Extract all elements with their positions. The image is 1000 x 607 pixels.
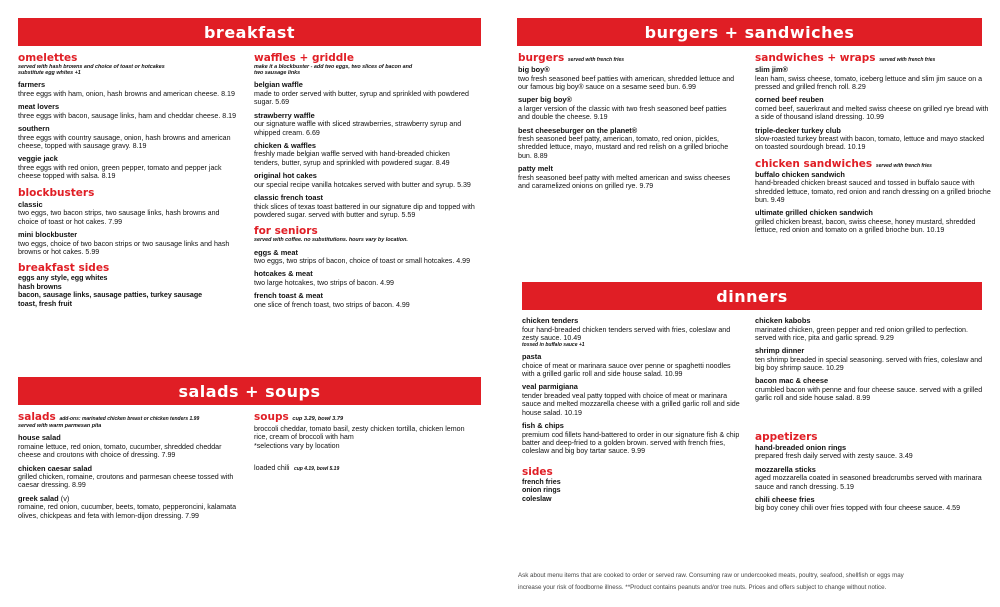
menu-item-desc: hand-breaded chicken breast sauced and tossed in buffalo sauce with shredded lettuce, tomato, red onion and ranch dressing on a grilled brioche bun. 9.49: [755, 179, 991, 205]
side-line: eggs any style, egg whites: [18, 274, 108, 283]
omelettes-title: omelettes: [18, 52, 78, 64]
salads-addon-note: add-ons: marinated chicken breast or chicken tenders 1.99: [59, 416, 200, 422]
burgers-sandwiches-banner: burgers + sandwiches: [517, 18, 982, 46]
menu-item-name: veggie jack: [18, 154, 58, 164]
soups-vary-note: *selections vary by location: [254, 441, 340, 450]
menu-item-desc: fresh seasoned beef patty with melted american and swiss cheeses and caramelized onions on grilled rye. 9.79: [518, 173, 731, 190]
breakfast-col-1: [18, 52, 240, 308]
burgers-title: [518, 52, 740, 64]
menu-item-name: hand-breaded onion rings: [755, 442, 847, 452]
menu-item-desc: romaine, red onion, cucumber, beets, tomato, pepperoncini, kalamata olives, chickpeas and feta with lemon-dijon dressing. 7.99: [18, 503, 237, 520]
menu-item-desc: three eggs with red onion, green pepper, tomato and pepper jack cheese topped with salsa. 8.19: [18, 163, 222, 181]
menu-item-name: patty melt: [518, 164, 553, 174]
seniors-note: served with coffee. no substitutions. hours vary by location.: [254, 237, 408, 244]
menu-item-desc: big boy coney chili over fries topped with four cheese sauce. 4.59: [755, 504, 961, 513]
menu-item-name: ultimate grilled chicken sandwich: [755, 208, 873, 218]
menu-item-desc: grilled chicken, romaine, croutons and parmesan cheese tossed with caesar dressing. 8.99: [18, 473, 234, 490]
waffles-title: waffles + griddle: [254, 52, 355, 64]
menu-item-name: best cheeseburger on the planet®: [518, 125, 638, 135]
menu-item-desc: three eggs with country sausage, onion, hash browns and american cheese, topped with sausage gravy. 8.19: [18, 133, 231, 151]
menu-item-name: veal parmigiana: [522, 382, 578, 392]
menu-item-name-text: greek salad: [18, 493, 59, 503]
disclaimer-line-2: increase your risk of foodborne illness. **Product contains peanuts and/or tree nuts. Prices and offers subject to change without notice.: [518, 583, 887, 591]
menu-item-desc: freshly made belgian waffle served with hand-breaded chicken tenders, butter, syrup and sprinkled with powdered sugar. 8.49: [254, 150, 450, 167]
menu-item-name: big boy®: [518, 65, 550, 75]
side-line: hash browns: [18, 282, 62, 291]
menu-item-desc: made to order served with butter, syrup and sprinkled with powdered sugar. 5.69: [254, 89, 469, 107]
seniors-title: for seniors: [254, 225, 318, 238]
salads-title-text: salads: [18, 411, 56, 423]
menu-item-name: classic french toast: [254, 193, 324, 203]
menu-item-desc: two eggs, two strips of bacon, choice of toast or small hotcakes. 4.99: [254, 257, 471, 266]
salads-col: [18, 411, 240, 520]
menu-item-name: shrimp dinner: [755, 346, 805, 356]
menu-item-name: eggs & meat: [254, 247, 298, 257]
menu-item-desc: two large hotcakes, two strips of bacon. 4.99: [254, 278, 394, 287]
menu-item-desc: a larger version of the classic with two fresh seasoned beef patties and double the cheese. 9.19: [518, 104, 727, 122]
menu-item-desc: choice of meat or marinara sauce over penne or spaghetti noodles with a grilled garlic roll and side house salad. 10.99: [522, 361, 731, 379]
menu-item-name: chili cheese fries: [755, 494, 815, 504]
disclaimer-line-1: Ask about menu items that are cooked to order or served raw. Consuming raw or undercooked meats, poultry, seafood, shellfish or eggs may: [518, 572, 904, 579]
menu-item-note: tossed in buffalo sauce +1: [522, 342, 585, 349]
burgers-col: [518, 52, 740, 190]
side-line: french fries: [522, 477, 561, 486]
menu-item-name: chicken caesar salad: [18, 463, 92, 473]
burgers-title-text: burgers: [518, 52, 565, 64]
omelettes-note: served with hash browns and choice of toast or hotcakes: [18, 64, 165, 71]
waffles-note: make it a blockbuster - add two eggs, two slices of bacon and: [254, 64, 413, 71]
menu-item-name: pasta: [522, 352, 542, 362]
menu-item-name: meat lovers: [18, 102, 60, 112]
menu-item-desc: four hand-breaded chicken tenders served with fries, coleslaw and zesty sauce. 10.49: [522, 325, 731, 342]
menu-item-desc: three eggs with ham, onion, hash browns and american cheese. 8.19: [18, 89, 235, 98]
menu-item-desc: our signature waffle with sliced strawberries, strawberry syrup and whipped cream. 6.69: [254, 120, 462, 137]
burgers-note: served with french fries: [567, 57, 625, 63]
menu-item-name: chicken kabobs: [755, 316, 811, 325]
menu-item-name: super big boy®: [518, 95, 572, 105]
sandwiches-col: [755, 52, 991, 235]
side-line: onion rings: [522, 486, 561, 495]
menu-item-name: southern: [18, 124, 50, 134]
menu-item-desc: marinated chicken, green pepper and red onion grilled to perfection. served with rice, pita and garlic spread. 9.29: [755, 325, 968, 342]
menu-item-desc: grilled chicken breast, bacon, swiss cheese, honey mustard, shredded lettuce, red onion and tomato on a grilled brioche bun. 10.19: [755, 217, 976, 235]
side-line: bacon, sausage links, sausage patties, turkey sausage: [18, 291, 203, 300]
menu-item-desc: thick slices of texas toast battered in our signature dip and topped with powdered sugar. served with butter and syrup. 5.59: [254, 202, 475, 219]
soups-title-text: soups: [254, 411, 289, 423]
menu-item-name: corned beef reuben: [755, 95, 824, 105]
soups-title: [254, 411, 476, 423]
salads-note: served with warm parmesan pita: [18, 423, 102, 430]
menu-item-name: mozzarella sticks: [755, 464, 816, 474]
menu-item-name: house salad: [18, 433, 61, 443]
chicken-sandwiches-note: served with french fries: [875, 162, 932, 169]
menu-item-name: belgian waffle: [254, 80, 303, 90]
salads-soups-banner: salads + soups: [18, 377, 481, 405]
menu-item-name: strawberry waffle: [254, 110, 315, 120]
menu-item-name: bacon mac & cheese: [755, 376, 829, 386]
chicken-sandwiches-title: [755, 158, 991, 170]
menu-item-name: hotcakes & meat: [254, 269, 313, 279]
sandwiches-note: served with french fries: [879, 57, 936, 63]
menu-item-desc: tender breaded veal patty topped with choice of meat or marinara sauce and melted mozzarella cheese with a grilled garlic roll and side house salad. 10.19: [522, 391, 740, 417]
chili-price-note: cup 4.19, bowl 5.19: [293, 466, 340, 473]
menu-item-name: chicken tenders: [522, 316, 579, 325]
soups-col: [254, 411, 476, 475]
menu-item-desc: prepared fresh daily served with zesty sauce. 3.49: [755, 452, 913, 461]
menu-item-desc: one slice of french toast, two strips of bacon. 4.99: [254, 300, 410, 309]
menu-item-desc: two eggs, two bacon strips, two sausage links, hash browns and choice of toast or hot cakes. 7.99: [18, 209, 220, 226]
chicken-sandwiches-title-text: chicken sandwiches: [755, 157, 873, 170]
menu-item-desc: corned beef, sauerkraut and melted swiss cheese on grilled rye bread with a side of thousand island dressing. 10.99: [755, 104, 989, 122]
breakfast-col-2: [254, 52, 476, 309]
menu-item-desc: three eggs with bacon, sausage links, ham and cheddar cheese. 8.19: [18, 111, 237, 120]
vegetarian-mark: (v): [60, 493, 70, 503]
menu-item-name: french toast & meat: [254, 291, 323, 301]
menu-item-desc: slow-roasted turkey breast with bacon, tomato, lettuce and mayo stacked on toasted sourdough bread. 10.19: [755, 135, 985, 152]
dinners-banner: dinners: [522, 282, 982, 310]
dinners-col-left: [522, 314, 744, 503]
soups-desc: broccoli cheddar, tomato basil, zesty chicken tortilla, chicken lemon rice, cream of broccoli with ham: [254, 425, 465, 442]
menu-item-name: triple-decker turkey club: [755, 125, 841, 135]
menu-item-desc: premium cod fillets hand-battered to order in our signature fish & chip batter and deep-fried to a golden brown. served with french fries, coleslaw and big boy tartar sauce. 9.99: [522, 430, 740, 456]
menu-item-name: original hot cakes: [254, 171, 317, 181]
waffles-note-2: two sausage links: [254, 70, 301, 77]
menu-item-desc: lean ham, swiss cheese, tomato, iceberg lettuce and slim jim sauce on a pressed and grilled french roll. 8.29: [755, 74, 983, 91]
sandwiches-title-text: sandwiches + wraps: [755, 52, 876, 64]
chili-name: loaded chili: [254, 464, 290, 473]
breakfast-sides-title: breakfast sides: [18, 262, 110, 275]
side-line: toast, fresh fruit: [18, 299, 72, 308]
breakfast-banner: breakfast: [18, 18, 481, 46]
omelettes-note-2: substitute egg whites +1: [18, 70, 81, 77]
menu-item-desc: two eggs, choice of two bacon strips or two sausage links and hash browns or hot cakes. 5.99: [18, 239, 230, 256]
sandwiches-title: [755, 52, 991, 64]
dinners-col-right: [755, 314, 985, 513]
menu-item-name: buffalo chicken sandwich: [755, 169, 845, 179]
side-line: coleslaw: [522, 494, 552, 503]
disclaimer: [518, 570, 988, 594]
menu-item-name: [18, 495, 240, 504]
menu-item-name: mini blockbuster: [18, 229, 78, 239]
blockbusters-title: blockbusters: [18, 186, 95, 199]
appetizers-title: appetizers: [755, 430, 818, 443]
menu-item-desc: two fresh seasoned beef patties with american, shredded lettuce and our famous big boy® sauce on a sesame seed bun. 6.99: [518, 74, 735, 91]
soups-price-note: cup 3.29, bowl 3.79: [292, 416, 344, 422]
menu-item-desc: ten shrimp breaded in special seasoning. served with fries, coleslaw and big boy shrimp sauce. 10.29: [755, 355, 983, 373]
menu-item-desc: aged mozzarella coated in seasoned breadcrumbs served with marinara sauce and ranch dressing. 5.19: [755, 474, 982, 491]
menu-item-name: farmers: [18, 80, 46, 90]
menu-item-desc: our special recipe vanilla hotcakes served with butter and syrup. 5.39: [254, 180, 471, 189]
menu-item-desc: crumbled bacon with penne and four cheese sauce. served with a grilled garlic roll and side house salad. 8.99: [755, 385, 983, 403]
sides-title: sides: [522, 465, 553, 478]
menu-item-desc: romaine lettuce, red onion, tomato, cucumber, shredded cheddar cheese and croutons with choice of dressing. 7.99: [18, 442, 222, 460]
menu-item-name: chicken & waffles: [254, 140, 317, 150]
salads-title: [18, 411, 240, 423]
menu-item-name: slim jim®: [755, 65, 788, 75]
menu-item-name: fish & chips: [522, 421, 564, 431]
menu-item-name: classic: [18, 199, 43, 209]
menu-item-desc: fresh seasoned beef patty, american, tomato, red onion, pickles, shredded lettuce, mayo, mustard and red relish on a grilled brioche bun. 8.89: [518, 135, 729, 160]
